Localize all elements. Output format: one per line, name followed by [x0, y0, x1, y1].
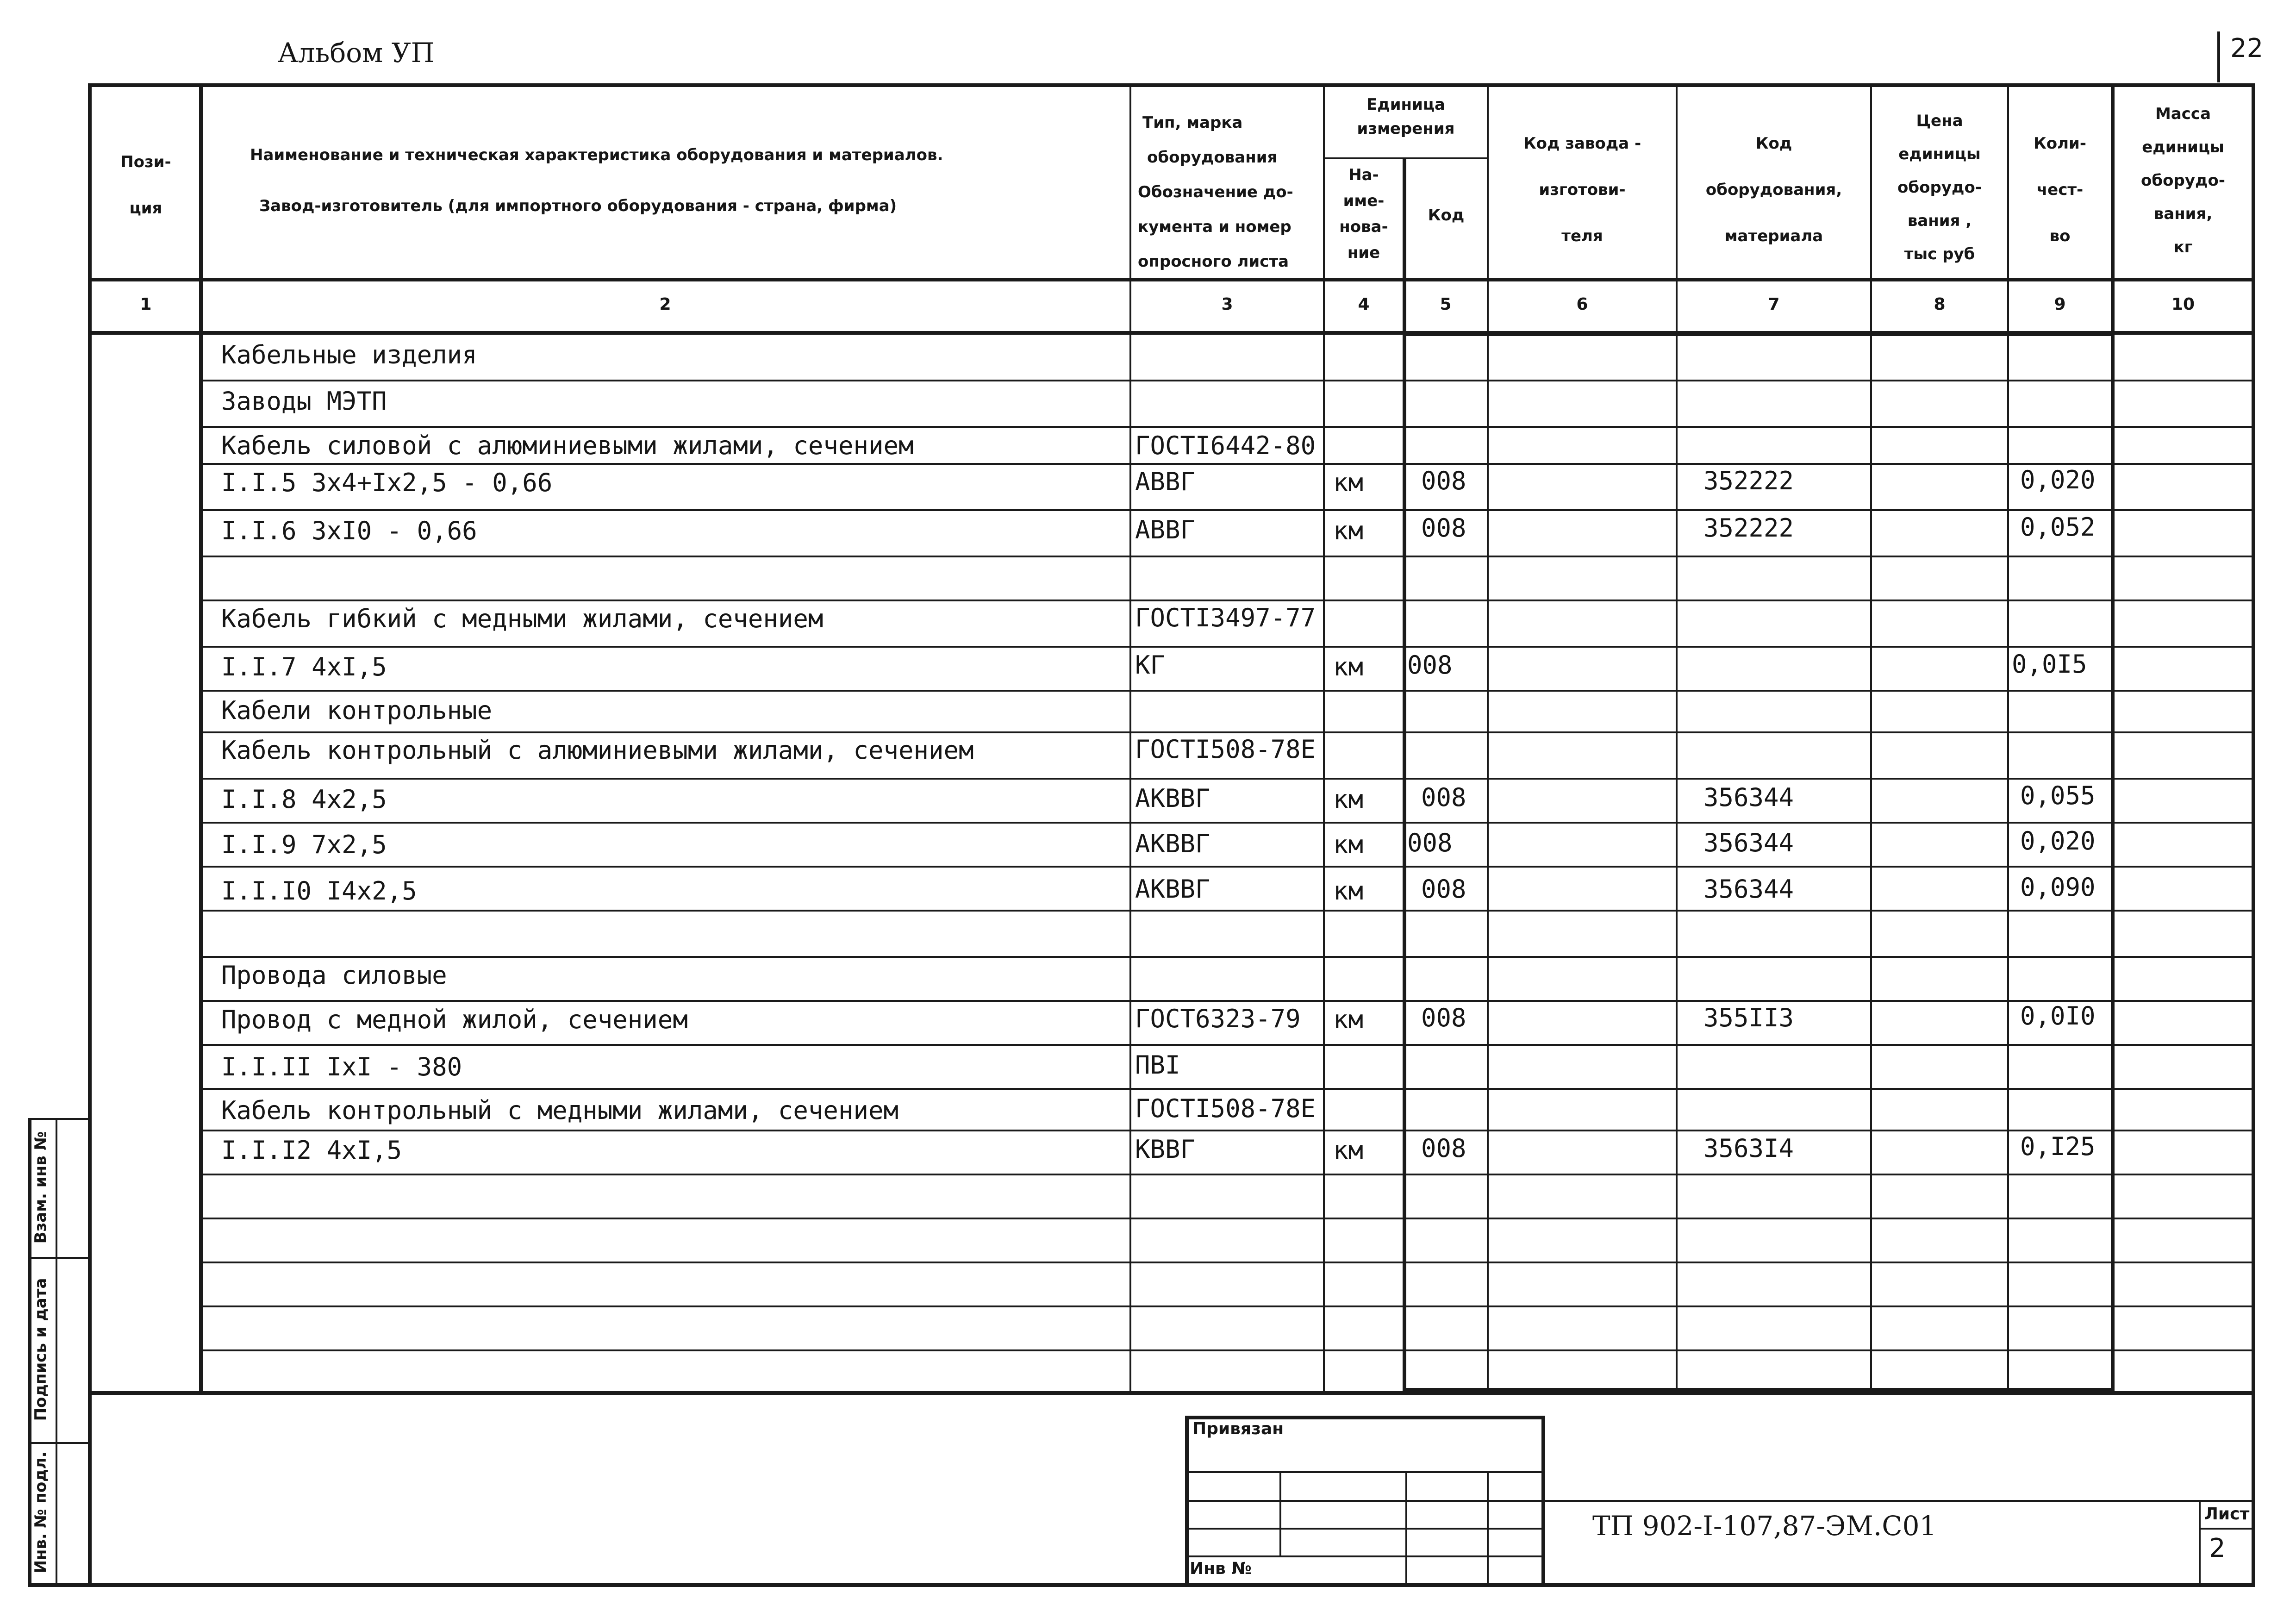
- row-line: [199, 1349, 2252, 1351]
- row-line: [199, 380, 2252, 381]
- item-type: ГОСТI6442-80: [1135, 431, 1316, 460]
- item-unit: км: [1333, 1005, 1364, 1034]
- item-material-code: 3563I4: [1703, 1134, 1794, 1163]
- header-unit-group: Единица измерения: [1357, 95, 1455, 138]
- item-type: АВВГ: [1135, 467, 1196, 496]
- row-line: [199, 1088, 2252, 1090]
- block-top: [1403, 332, 2111, 336]
- row-line: [199, 1044, 2252, 1046]
- row-line: [199, 910, 2252, 912]
- col-line-5: [1487, 83, 1489, 1391]
- stamp-line: [1185, 1416, 1541, 1419]
- side-label-signature-date: Подпись и дата: [31, 1278, 50, 1421]
- column-number: 3: [1221, 295, 1233, 314]
- sheet-box-line: [2199, 1528, 2252, 1530]
- item-unit: км: [1333, 876, 1364, 906]
- item-name: Провода силовые: [221, 961, 447, 990]
- item-name: I.I.8 4х2,5: [221, 785, 387, 814]
- item-material-code: 356344: [1703, 874, 1794, 904]
- row-line: [199, 778, 2252, 780]
- column-number: 2: [659, 295, 671, 314]
- item-unit-code: 008: [1407, 828, 1453, 857]
- frame-left: [88, 83, 92, 1583]
- item-name: I.I.7 4хI,5: [221, 652, 387, 681]
- row-line: [199, 690, 2252, 692]
- item-unit: км: [1333, 468, 1364, 497]
- item-unit-code: 008: [1421, 1134, 1466, 1163]
- item-unit-code: 008: [1421, 466, 1466, 495]
- header-unit-code: Код: [1428, 206, 1465, 225]
- item-material-code: 352222: [1703, 513, 1794, 543]
- side-stamp-line: [56, 1118, 57, 1583]
- frame-bottom: [28, 1583, 2255, 1587]
- item-material-code: 355II3: [1703, 1003, 1794, 1032]
- item-type: ГОСТI508-78Е: [1135, 1094, 1316, 1123]
- row-line: [199, 1262, 2252, 1263]
- header-factory-code: Код завода - изготови- теля: [1523, 134, 1641, 245]
- table-bottom-line: [88, 1391, 2252, 1395]
- row-line: [199, 463, 2252, 465]
- item-quantity: 0,052: [2020, 512, 2096, 542]
- header-unit-name: На- име- нова- ние: [1339, 166, 1388, 262]
- item-type: КГ: [1135, 650, 1166, 680]
- item-unit-code: 008: [1421, 783, 1466, 812]
- item-unit-code: 008: [1421, 1003, 1466, 1032]
- stamp-line: [1279, 1471, 1281, 1555]
- item-material-code: 356344: [1703, 783, 1794, 812]
- header-mass: Масса единицы оборудо- вания, кг: [2141, 105, 2225, 256]
- sheet-box-line: [2199, 1500, 2201, 1583]
- item-material-code: 356344: [1703, 828, 1794, 857]
- row-line: [199, 866, 2252, 868]
- item-name: Кабель контрольный с алюминиевыми жилами, сечением: [221, 736, 974, 765]
- row-line: [199, 646, 2252, 648]
- item-name: Провод с медной жилой, сечением: [221, 1005, 688, 1034]
- stamp-line: [1487, 1471, 1489, 1583]
- header-material-code: Код оборудования, материала: [1705, 134, 1842, 245]
- col-line-9: [2111, 83, 2115, 1391]
- item-quantity: 0,090: [2020, 873, 2096, 902]
- item-type: ГОСТI508-78Е: [1135, 735, 1316, 764]
- item-quantity: 0,020: [2020, 465, 2096, 494]
- item-name: Кабель гибкий с медными жилами, сечением: [221, 604, 824, 633]
- item-unit: км: [1333, 830, 1364, 859]
- stamp-line: [1185, 1416, 1189, 1583]
- column-number: 9: [2054, 295, 2066, 314]
- item-type: АКВВГ: [1135, 874, 1210, 904]
- item-unit: км: [1333, 1136, 1364, 1165]
- item-name: Кабельные изделия: [221, 340, 477, 369]
- item-name: I.I.I0 I4х2,5: [221, 876, 417, 906]
- header-name: Наименование и техническая характеристика оборудования и материалов. Завод-изготовитель (для импортного оборудования - страна, фирма): [250, 146, 943, 215]
- item-type: ПВI: [1135, 1050, 1180, 1080]
- item-type: АКВВГ: [1135, 784, 1210, 813]
- item-unit: км: [1333, 516, 1364, 545]
- item-type: КВВГ: [1135, 1135, 1196, 1164]
- row-line: [199, 556, 2252, 557]
- item-name: Кабель силовой с алюминиевыми жилами, сечением: [221, 431, 914, 460]
- row-line: [199, 600, 2252, 601]
- page-number-divider: [2217, 31, 2220, 82]
- col-line-6: [1676, 83, 1678, 1391]
- item-name: Заводы МЭТП: [221, 387, 387, 416]
- side-label-inv-sub: Инв. № подл.: [31, 1451, 50, 1574]
- item-quantity: 0,0I5: [2012, 650, 2087, 679]
- side-stamp-line: [28, 1118, 31, 1583]
- item-unit-code: 008: [1407, 650, 1453, 680]
- frame-right: [2252, 83, 2255, 1583]
- item-type: АВВГ: [1135, 515, 1196, 544]
- item-type: ГОСТI3497-77: [1135, 603, 1316, 632]
- column-number: 6: [1576, 295, 1588, 314]
- block-bottom: [1403, 1388, 2111, 1392]
- col-line-8: [2007, 83, 2009, 1391]
- col-line-1: [199, 83, 203, 1391]
- item-type: ГОСТ6323-79: [1135, 1004, 1301, 1033]
- frame-top: [88, 83, 2252, 87]
- item-unit-code: 008: [1421, 513, 1466, 543]
- item-name: I.I.6 3хI0 - 0,66: [221, 516, 477, 545]
- col-line-3: [1323, 83, 1325, 1391]
- row-line: [199, 1174, 2252, 1175]
- item-name: Кабели контрольные: [221, 696, 493, 725]
- col-line-2: [1129, 83, 1131, 1391]
- row-line: [199, 1000, 2252, 1002]
- row-line: [199, 956, 2252, 958]
- item-name: I.I.II IхI - 380: [221, 1052, 462, 1081]
- item-name: I.I.9 7х2,5: [221, 830, 387, 859]
- item-unit: км: [1333, 785, 1364, 814]
- column-number: 8: [1934, 295, 1946, 314]
- attached-label: Привязан: [1192, 1419, 1284, 1438]
- item-quantity: 0,0I0: [2020, 1001, 2096, 1031]
- sheet-number: 2: [2209, 1533, 2226, 1563]
- header-quantity: Коли- чест- во: [2034, 134, 2086, 245]
- inventory-label: Инв №: [1190, 1559, 1252, 1578]
- item-quantity: 0,055: [2020, 781, 2096, 810]
- item-type: АКВВГ: [1135, 829, 1210, 858]
- sheet-label: Лист: [2204, 1505, 2250, 1524]
- col-line-4: [1403, 157, 1406, 1391]
- row-line: [199, 731, 2252, 733]
- row-line: [199, 822, 2252, 824]
- item-quantity: 0,I25: [2020, 1132, 2096, 1161]
- item-unit: км: [1333, 652, 1364, 681]
- column-number: 10: [2171, 295, 2195, 314]
- document-code: ТП 902-I-107,87-ЭМ.С01: [1592, 1510, 1937, 1542]
- item-quantity: 0,020: [2020, 826, 2096, 856]
- row-line: [199, 426, 2252, 428]
- column-number: 1: [140, 295, 152, 314]
- column-number: 7: [1768, 295, 1780, 314]
- stamp-line: [1405, 1471, 1407, 1583]
- item-unit-code: 008: [1421, 874, 1466, 904]
- row-line: [199, 509, 2252, 511]
- header-type: Тип, марка оборудования Обозначение до- кумента и номер опросного листа: [1138, 113, 1293, 271]
- row-line: [199, 1218, 2252, 1219]
- column-number: 5: [1440, 295, 1452, 314]
- row-line: [199, 1305, 2252, 1307]
- column-number: 4: [1358, 295, 1370, 314]
- row-line: [199, 1130, 2252, 1131]
- col-line-7: [1870, 83, 1872, 1391]
- item-name: I.I.I2 4хI,5: [221, 1136, 402, 1165]
- page-number: 22: [2230, 33, 2264, 63]
- header-price: Цена единицы оборудо- вания , тыс руб: [1897, 112, 1982, 263]
- item-name: I.I.5 3х4+Iх2,5 - 0,66: [221, 468, 553, 497]
- header-position: Пози- ция: [120, 153, 171, 218]
- side-label-vzam-inv: Взам. инв №: [31, 1131, 50, 1244]
- item-name: Кабель контрольный с медными жилами, сечением: [221, 1096, 898, 1125]
- doc-code-line: [1541, 1500, 2252, 1502]
- album-label: Альбом УП: [278, 37, 435, 69]
- item-material-code: 352222: [1703, 466, 1794, 495]
- stamp-line: [1541, 1416, 1545, 1583]
